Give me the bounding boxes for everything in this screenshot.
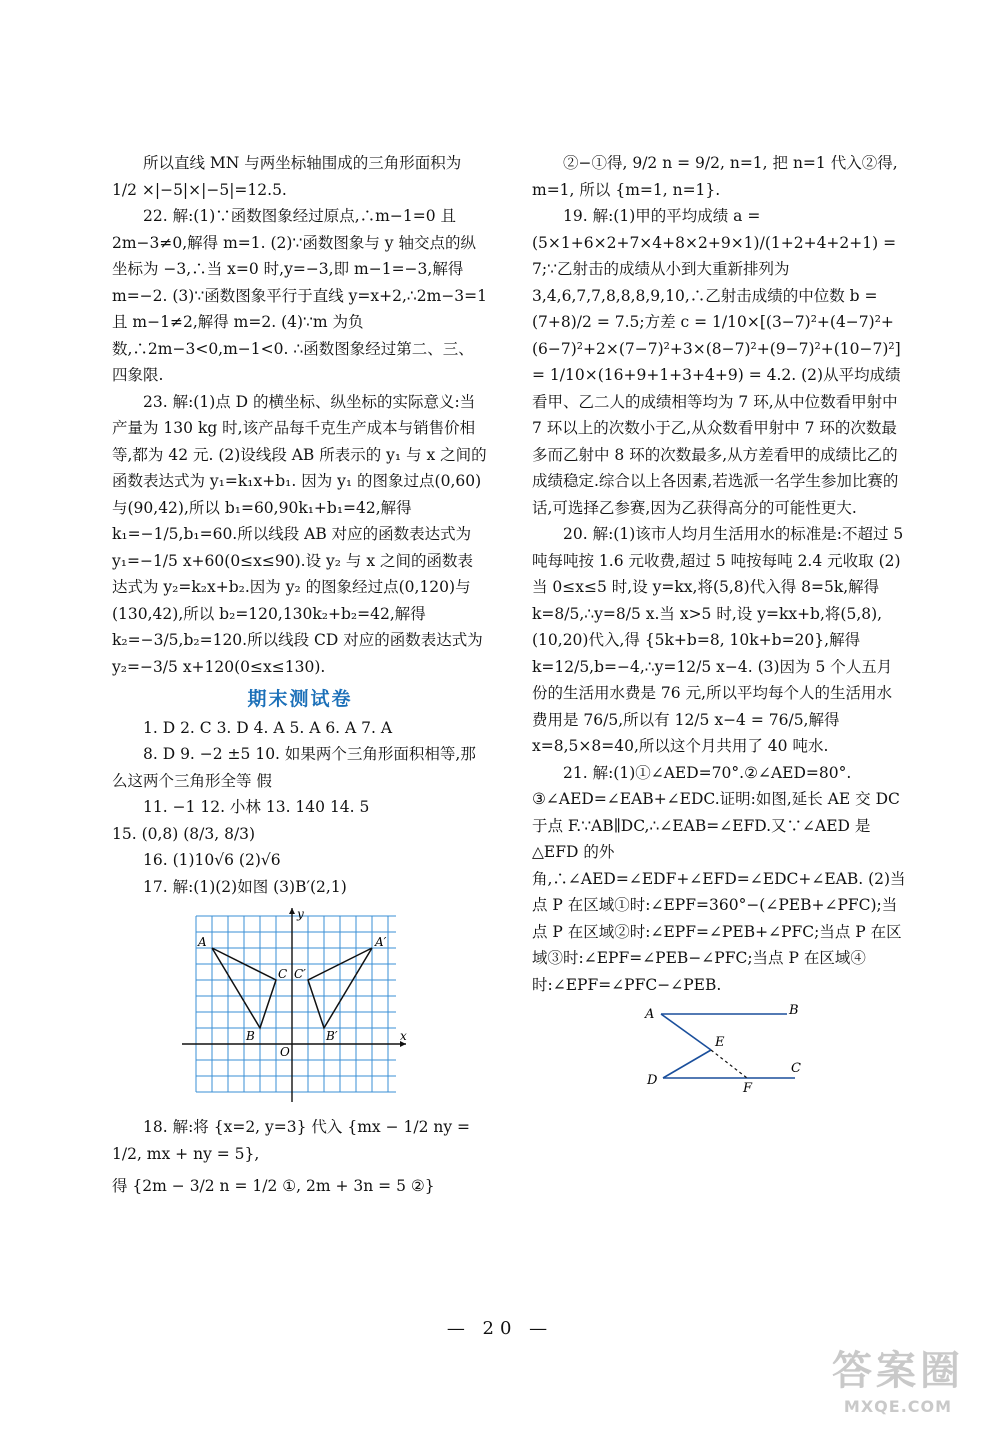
point-b-label: B (246, 1029, 255, 1043)
grid-lines (196, 916, 396, 1092)
left-column (112, 150, 488, 1200)
watermark-url: MXQE.COM (843, 1397, 953, 1416)
watermark-logo (808, 1345, 988, 1435)
label-e: E (715, 1035, 725, 1050)
point-b-prime-label: B′ (326, 1029, 338, 1043)
right-column (532, 150, 906, 1100)
point-a-label: A (198, 935, 207, 949)
answers-1-7: 1. D 2. C 3. D 4. A 5. A 6. A 7. A (143, 718, 393, 737)
watermark-logo-text: 答案圈 (832, 1348, 964, 1394)
section-title: 期末测试卷 (247, 688, 353, 710)
answer-18-substitution: 18. 解:将 {x=2, y=3} 代入 {mx − 1/2 ny = 1/2, mx + ny = 5}, (112, 1118, 471, 1163)
origin-label: O (280, 1045, 290, 1059)
answer-21: 21. 解:(1)①∠AED=70°.②∠AED=80°. ③∠AED=∠EAB+∠EDC.证明:如图,延长 AE 交 DC 于点 F.∵AB∥DC,∴∠EAB=∠EFD.又∵∠AED 是△EFD 的外角,∴∠AED=∠EDF+∠EFD=∠EDC+∠EAB. (2)当点 P 在区域①时:∠EPF=360°−(∠PEB+∠PFC);当点 P 在区域②时:∠EPF=∠PEB+∠PFC;当点 P 在区域③时:∠EPF=∠PEB−∠PFC;当点 P 在区域④时:∠EPF=∠PFC−∠PEB. (532, 763, 906, 994)
label-c: C (791, 1061, 801, 1076)
answers-15: 15. (0,8) (8/3, 8/3) (112, 824, 256, 843)
label-a: A (645, 1007, 655, 1022)
answers-8-10: 8. D 9. −2 ±5 10. 如果两个三角形面积相等,那么这两个三角形全等 假 (112, 745, 476, 790)
coordinate-grid-figure (176, 906, 416, 1106)
label-f: F (743, 1081, 753, 1094)
segment-ef-dashed (711, 1050, 747, 1078)
label-d: D (647, 1073, 658, 1088)
paragraph-mn-area: 所以直线 MN 与两坐标轴围成的三角形面积为 1/2 ×|−5|×|−5|=12.5. (112, 154, 462, 199)
page-number: — 20 — (446, 1318, 554, 1339)
segment-ed (663, 1050, 711, 1078)
answer-20: 20. 解:(1)该市人均月生活用水的标准是:不超过 5 吨每吨按 1.6 元收费,超过 5 吨按每吨 2.4 元收取 (2)当 0≤x≤5 时,设 y=kx,将(5,8)代入得 8=5k,解得 k=8/5,∴y=8/5 x.当 x>5 时,设 y=kx+b,将(5,8),(10,20)代入,得 {5k+b=8, 10k+b=20},解得 k=12/5,b=−4,∴y=12/5 x−4. (3)因为 5 个人五月份的生活用水费是 76 元,所以平均每个人的生活用水费用是 76/5,所以有 12/5 x−4 = 76/5,解得 x=8,5×8=40,所以这个月共用了 40 吨水. (532, 525, 904, 755)
point-c-label: C (278, 967, 288, 981)
point-c-prime-label: C′ (294, 967, 306, 981)
y-axis-arrow (289, 908, 295, 914)
answer-18-system: 得 {2m − 3/2 n = 1/2 ①, 2m + 3n = 5 ②} (112, 1177, 435, 1195)
answers-17: 17. 解:(1)(2)如图 (3)B′(2,1) (143, 877, 347, 896)
answer-23: 23. 解:(1)点 D 的横坐标、纵坐标的实际意义:当产量为 130 kg 时,该产品每千克生产成本与销售价相等,都为 42 元. (2)设线段 AB 所表示的 y₁ 与 x 之间的函数表达式为 y₁=k₁x+b₁. 因为 y₁ 的图象过点(0,60)与(90,42),所以 b₁=60,90k₁+b₁=42,解得 k₁=−1/5,b₁=60.所以线段 AB 对应的函数表达式为 y₁=−1/5 x+60(0≤x≤90).设 y₂ 与 x 之间的函数表达式为 y₂=k₂x+b₂.因为 y₂ 的图象经过点(0,120)与(130,42),所以 b₂=120,130k₂+b₂=42,解得 k₂=−3/5,b₂=120.所以线段 CD 对应的函数表达式为 y₂=−3/5 x+120(0≤x≤130). (112, 392, 487, 676)
answer-22: 22. 解:(1)∵函数图象经过原点,∴m−1=0 且 2m−3≠0,解得 m=1. (2)∵函数图象与 y 轴交点的纵坐标为 −3,∴当 x=0 时,y=−3,即 m−1=−3,解得 m=−2. (3)∵函数图象平行于直线 y=x+2,∴2m−3=1 且 m−1≠2,解得 m=2. (4)∵m 为负数,∴2m−3<0,m−1<0. ∴函数图象经过第二、三、四象限. (112, 207, 488, 384)
x-axis-label: x (400, 1029, 407, 1043)
answers-11-14: 11. −1 12. 小林 13. 140 14. 5 (143, 798, 370, 816)
point-a-prime-label: A′ (375, 935, 387, 949)
answers-16: 16. (1)10√6 (2)√6 (143, 851, 281, 869)
y-axis-label: y (297, 907, 304, 921)
parallel-lines-figure (637, 1004, 817, 1094)
answer-18-solution: ②−①得, 9/2 n = 9/2, n=1, 把 n=1 代入②得, m=1, 所以 {m=1, n=1}. (532, 154, 898, 199)
answer-19: 19. 解:(1)甲的平均成绩 a = (5×1+6×2+7×4+8×2+9×1)/(1+2+4+2+1) = 7;∵乙射击的成绩从小到大重新排列为 3,4,6,7,7,8,8,8,9,10,∴乙射击成绩的中位数 b = (7+8)/2 = 7.5;方差 c = 1/10×[(3−7)²+(4−7)²+(6−7)²+2×(7−7)²+3×(8−7)²+(9−7)²+(10−7)²] = 1/10×(16+9+1+3+4+9) = 4.2. (2)从平均成绩看甲、乙二人的成绩相等均为 7 环,从中位数看甲射中 7 环以上的次数小于乙,从众数看甲射中 7 环的次数最多而乙射中 8 环的次数最多,从方差看甲的成绩比乙的成绩稳定.综合以上各因素,若选派一名学生参加比赛的话,可选择乙参赛,因为乙获得高分的可能性更大. (532, 207, 901, 517)
label-b: B (789, 1004, 799, 1018)
segment-ae (661, 1014, 711, 1050)
